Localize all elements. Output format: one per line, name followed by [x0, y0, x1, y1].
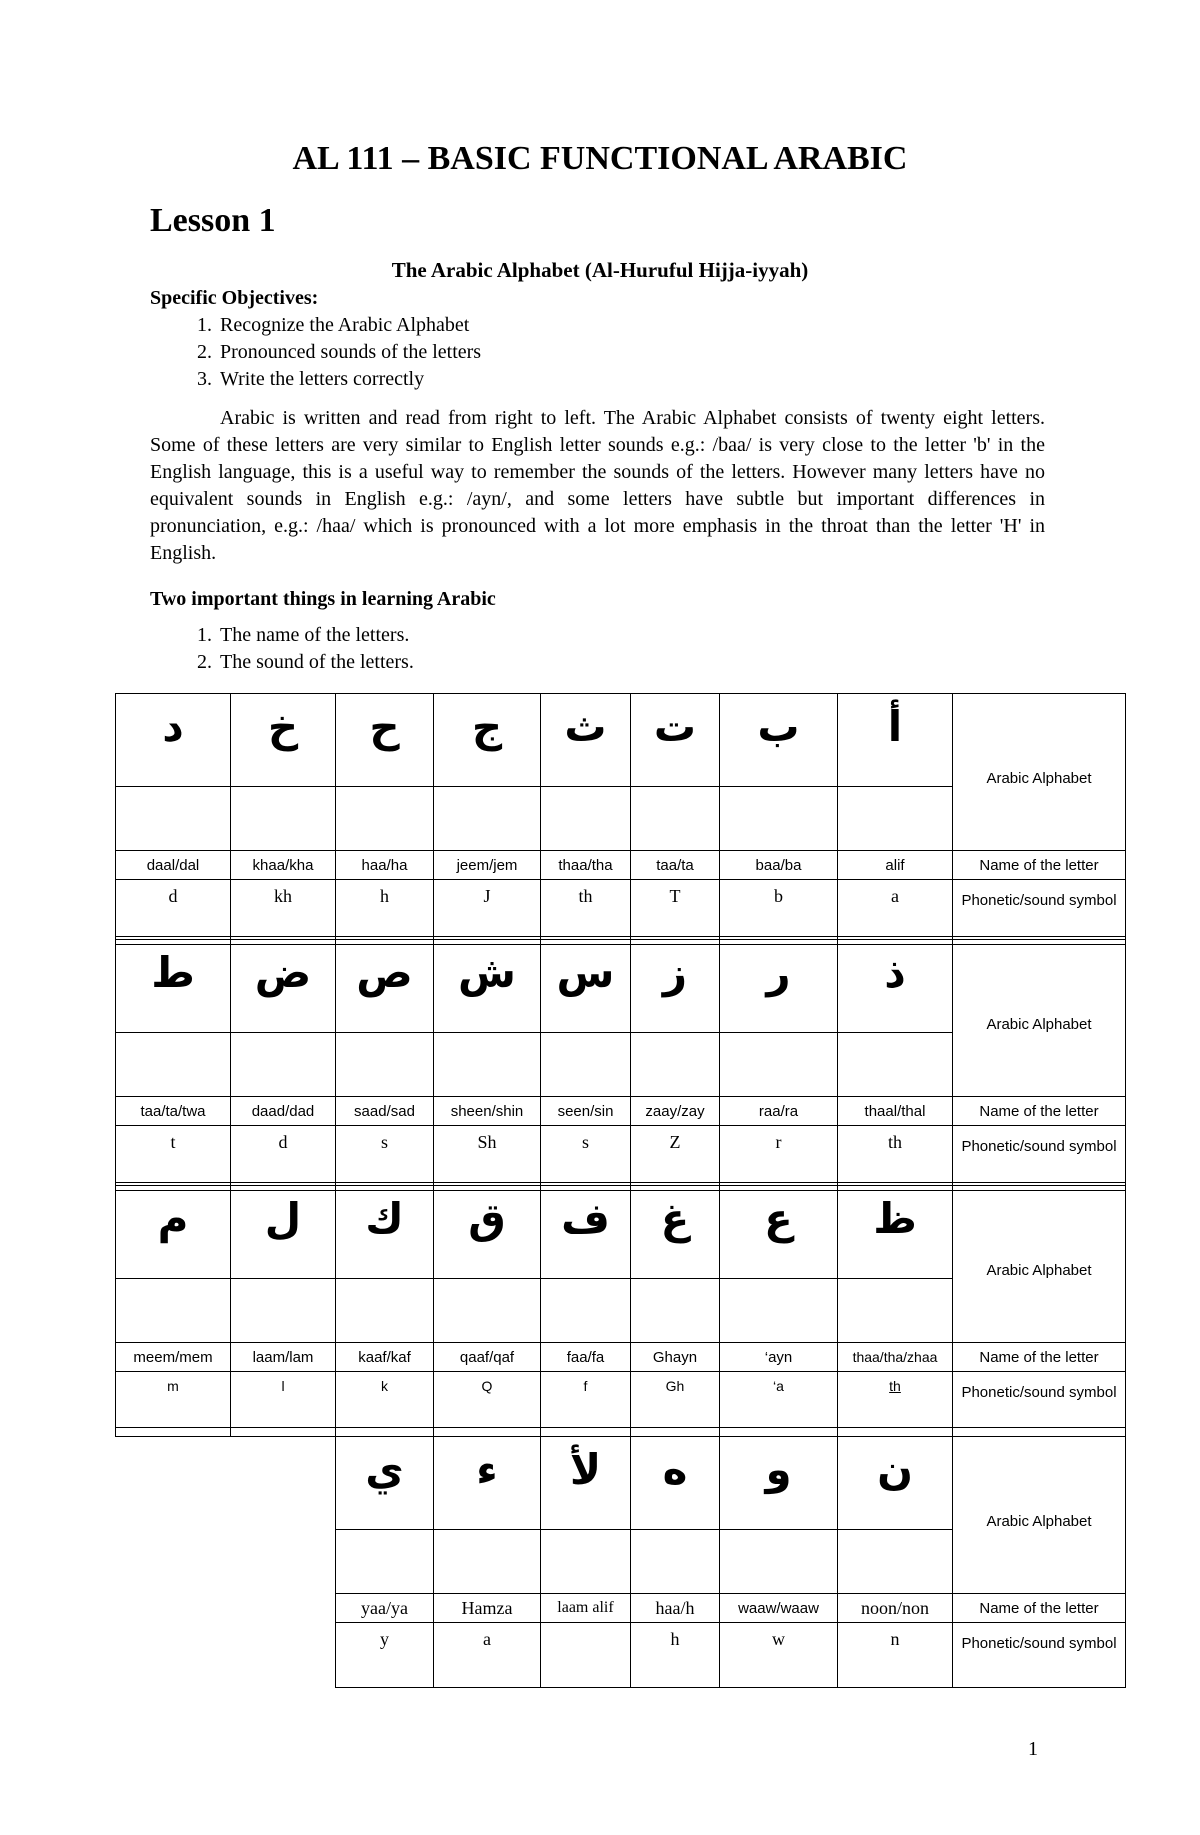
letter-name: sheen/shin — [434, 1097, 541, 1126]
arabic-letter: ذ — [838, 940, 953, 1033]
arabic-letter: ن — [838, 1437, 953, 1530]
phonetic-symbol: s — [541, 1126, 631, 1191]
arabic-letter: أ — [838, 694, 953, 787]
table-separator — [115, 936, 1125, 937]
row-label-name: Name of the letter — [953, 1097, 1126, 1126]
blank-cell — [336, 1530, 434, 1594]
letter-name: alif — [838, 851, 953, 880]
blank-cell — [720, 787, 838, 851]
blank-cell — [720, 1033, 838, 1097]
phonetic-symbol: m — [116, 1372, 231, 1437]
blank-cell — [434, 787, 541, 851]
list-item: 1. Recognize the Arabic Alphabet — [197, 314, 470, 336]
arabic-letter: ظ — [838, 1186, 953, 1279]
blank-cell — [631, 1279, 720, 1343]
phonetic-symbol: J — [434, 880, 541, 945]
blank-cell — [541, 1033, 631, 1097]
arabic-letter: ح — [336, 694, 434, 787]
phonetic-symbol: w — [720, 1623, 838, 1688]
row-label-alphabet: Arabic Alphabet — [953, 940, 1126, 1097]
blank-cell — [541, 1530, 631, 1594]
arabic-letter: ي — [336, 1437, 434, 1530]
phonetic-symbol: t — [116, 1126, 231, 1191]
phonetic-symbol: y — [336, 1623, 434, 1688]
blank-cell — [720, 1279, 838, 1343]
blank-cell — [631, 1033, 720, 1097]
blank-cell — [231, 1279, 336, 1343]
arabic-letter: ث — [541, 694, 631, 787]
letter-name: daad/dad — [231, 1097, 336, 1126]
letter-name: seen/sin — [541, 1097, 631, 1126]
arabic-letter: م — [116, 1186, 231, 1279]
phonetic-symbol: d — [231, 1126, 336, 1191]
row-label-name: Name of the letter — [953, 1343, 1126, 1372]
blank-cell — [434, 1033, 541, 1097]
blank-cell — [720, 1530, 838, 1594]
arabic-letter: ج — [434, 694, 541, 787]
phonetic-symbol: d — [116, 880, 231, 945]
row-label-alphabet: Arabic Alphabet — [953, 694, 1126, 851]
letter-name: raa/ra — [720, 1097, 838, 1126]
arabic-letter: ه — [631, 1437, 720, 1530]
blank-cell — [434, 1279, 541, 1343]
phonetic-symbol — [541, 1623, 631, 1688]
letter-name: kaaf/kaf — [336, 1343, 434, 1372]
list-item: 1. The name of the letters. — [197, 624, 410, 646]
phonetic-symbol: h — [631, 1623, 720, 1688]
arabic-letter: ش — [434, 940, 541, 1033]
alphabet-table-1 — [115, 693, 1126, 945]
arabic-letter: لأ — [541, 1437, 631, 1530]
letter-name: Ghayn — [631, 1343, 720, 1372]
letter-name: daal/dal — [116, 851, 231, 880]
row-label-phonetic: Phonetic/sound symbol — [953, 880, 1126, 945]
document-title: AL 111 – BASIC FUNCTIONAL ARABIC — [292, 140, 908, 177]
intro-paragraph: Arabic is written and read from right to left. The Arabic Alphabet consists of twenty eight letters. Some of these letters are very similar to English letter sounds e.g.: /baa/ is very close to the letter 'b' in the English language, this is a useful way to remember the sounds of the letters. However many letters have no equivalent sounds in English e.g.: /ayn/, and some letters have subtle but important differences in pronunciation, e.g.: /haa/ which is pronounced with a lot more emphasis in the throat than the letter 'H' in English. — [150, 407, 1045, 564]
table-separator — [115, 1427, 1125, 1428]
letter-name: khaa/kha — [231, 851, 336, 880]
letter-name: laam/lam — [231, 1343, 336, 1372]
alphabet-table-3 — [115, 1185, 1126, 1437]
arabic-letter: ع — [720, 1186, 838, 1279]
letter-name: saad/sad — [336, 1097, 434, 1126]
phonetic-symbol: T — [631, 880, 720, 945]
blank-cell — [434, 1530, 541, 1594]
arabic-letter: خ — [231, 694, 336, 787]
arabic-letter: ف — [541, 1186, 631, 1279]
arabic-letter: ل — [231, 1186, 336, 1279]
letter-name: jeem/jem — [434, 851, 541, 880]
phonetic-symbol: th — [838, 1372, 953, 1437]
blank-cell — [838, 787, 953, 851]
phonetic-symbol: ‘a — [720, 1372, 838, 1437]
letter-name: waaw/waaw — [720, 1594, 838, 1623]
letter-name: noon/non — [838, 1594, 953, 1623]
letter-name: taa/ta — [631, 851, 720, 880]
page-number: 1 — [1028, 1738, 1038, 1760]
letter-name: haa/h — [631, 1594, 720, 1623]
arabic-letter: ق — [434, 1186, 541, 1279]
letter-name: laam alif — [541, 1594, 631, 1623]
list-item: 3. Write the letters correctly — [197, 368, 425, 390]
letter-name: thaal/thal — [838, 1097, 953, 1126]
blank-cell — [116, 1279, 231, 1343]
letter-name: ‘ayn — [720, 1343, 838, 1372]
table-separator — [115, 1182, 1125, 1183]
blank-cell — [116, 787, 231, 851]
row-label-name: Name of the letter — [953, 1594, 1126, 1623]
letter-name: faa/fa — [541, 1343, 631, 1372]
arabic-letter: س — [541, 940, 631, 1033]
blank-cell — [838, 1530, 953, 1594]
phonetic-symbol: l — [231, 1372, 336, 1437]
phonetic-symbol: n — [838, 1623, 953, 1688]
arabic-letter: ض — [231, 940, 336, 1033]
phonetic-symbol: Q — [434, 1372, 541, 1437]
arabic-letter: ط — [116, 940, 231, 1033]
blank-cell — [541, 787, 631, 851]
arabic-letter: غ — [631, 1186, 720, 1279]
phonetic-symbol: k — [336, 1372, 434, 1437]
blank-cell — [116, 1033, 231, 1097]
letter-name: haa/ha — [336, 851, 434, 880]
phonetic-symbol: s — [336, 1126, 434, 1191]
blank-cell — [838, 1033, 953, 1097]
row-label-phonetic: Phonetic/sound symbol — [953, 1623, 1126, 1688]
phonetic-symbol: kh — [231, 880, 336, 945]
phonetic-symbol: b — [720, 880, 838, 945]
row-label-alphabet: Arabic Alphabet — [953, 1437, 1126, 1594]
arabic-letter: ك — [336, 1186, 434, 1279]
blank-cell — [838, 1279, 953, 1343]
list-item: 2. The sound of the letters. — [197, 651, 414, 673]
blank-cell — [231, 1033, 336, 1097]
blank-cell — [631, 1530, 720, 1594]
letter-name: Hamza — [434, 1594, 541, 1623]
objectives-list — [150, 312, 481, 393]
phonetic-symbol: Z — [631, 1126, 720, 1191]
letter-name: zaay/zay — [631, 1097, 720, 1126]
phonetic-symbol: th — [541, 880, 631, 945]
arabic-letter: ص — [336, 940, 434, 1033]
letter-name: qaaf/qaf — [434, 1343, 541, 1372]
blank-cell — [631, 787, 720, 851]
phonetic-symbol: th — [838, 1126, 953, 1191]
blank-cell — [231, 787, 336, 851]
arabic-letter: ب — [720, 694, 838, 787]
arabic-letter: ز — [631, 940, 720, 1033]
row-label-phonetic: Phonetic/sound symbol — [953, 1126, 1126, 1191]
letter-name: thaa/tha/zhaa — [838, 1343, 953, 1372]
row-label-alphabet: Arabic Alphabet — [953, 1186, 1126, 1343]
phonetic-symbol: h — [336, 880, 434, 945]
section-subtitle: The Arabic Alphabet (Al-Huruful Hijja-iyyah) — [391, 258, 809, 282]
letter-name: baa/ba — [720, 851, 838, 880]
lesson-heading: Lesson 1 — [150, 202, 276, 239]
phonetic-symbol: Sh — [434, 1126, 541, 1191]
arabic-letter: ت — [631, 694, 720, 787]
list-item: 2. Pronounced sounds of the letters — [197, 341, 482, 363]
row-label-name: Name of the letter — [953, 851, 1126, 880]
phonetic-symbol: a — [838, 880, 953, 945]
blank-cell — [336, 787, 434, 851]
letter-name: thaa/tha — [541, 851, 631, 880]
row-label-phonetic: Phonetic/sound symbol — [953, 1372, 1126, 1437]
learning-heading: Two important things in learning Arabic — [150, 588, 496, 610]
learning-list — [150, 622, 414, 676]
arabic-letter: د — [116, 694, 231, 787]
blank-cell — [541, 1279, 631, 1343]
phonetic-symbol: Gh — [631, 1372, 720, 1437]
alphabet-table-2 — [115, 939, 1126, 1191]
alphabet-table-4 — [335, 1436, 1126, 1688]
letter-name: taa/ta/twa — [116, 1097, 231, 1126]
letter-name: yaa/ya — [336, 1594, 434, 1623]
arabic-letter: ء — [434, 1437, 541, 1530]
objectives-heading: Specific Objectives: — [150, 287, 319, 309]
arabic-letter: ر — [720, 940, 838, 1033]
blank-cell — [336, 1279, 434, 1343]
phonetic-symbol: a — [434, 1623, 541, 1688]
phonetic-symbol: f — [541, 1372, 631, 1437]
letter-name: meem/mem — [116, 1343, 231, 1372]
arabic-letter: و — [720, 1437, 838, 1530]
phonetic-symbol: r — [720, 1126, 838, 1191]
blank-cell — [336, 1033, 434, 1097]
